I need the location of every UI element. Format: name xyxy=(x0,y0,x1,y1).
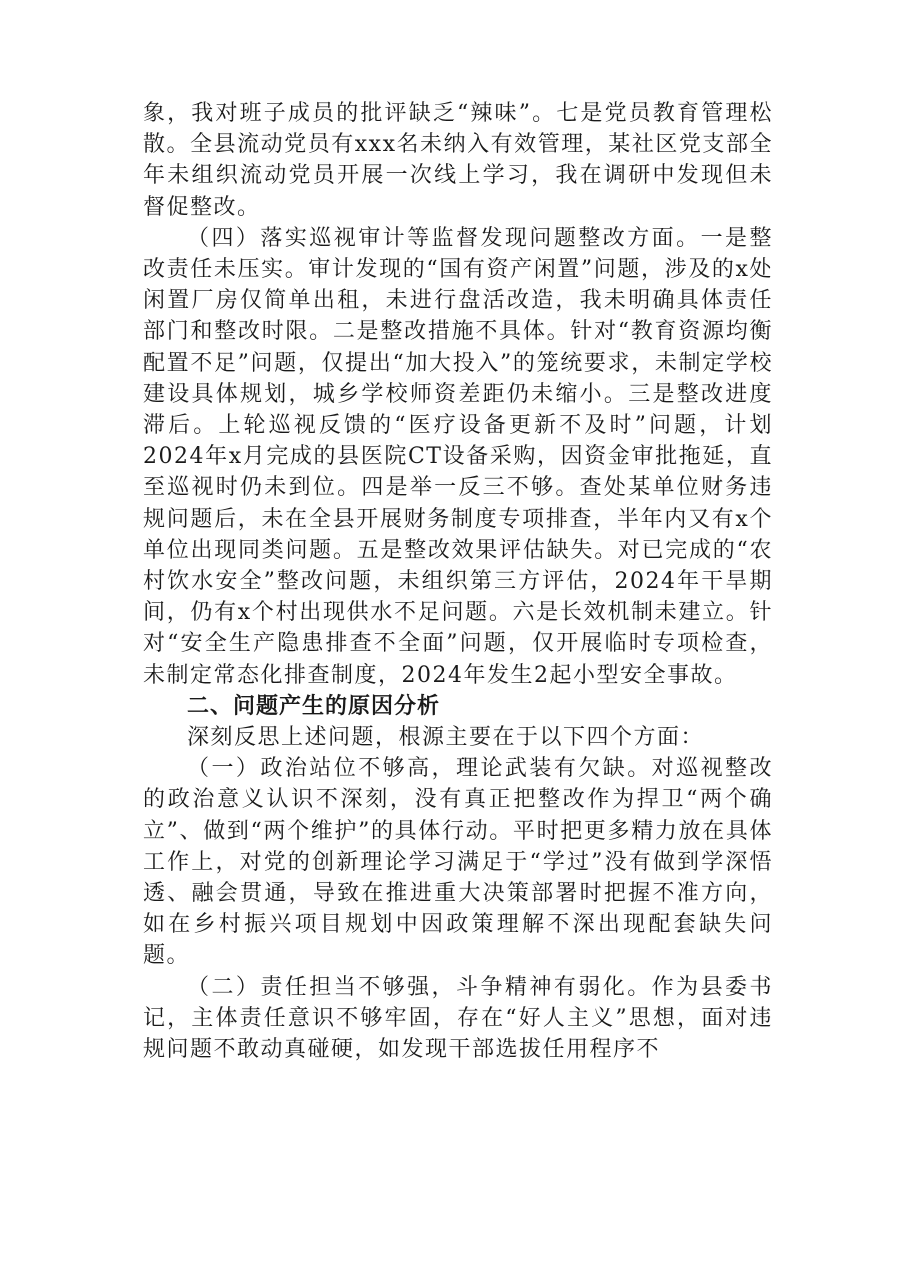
section-heading-cause-analysis: 二、问题产生的原因分析 xyxy=(187,693,441,719)
paragraph-cause-intro: 深刻反思上述问题，根源主要在于以下四个方面： xyxy=(187,725,705,751)
paragraph-political-stance: （一）政治站位不够高，理论武装有欠缺。对巡视整改的政治意义认识不深刻，没有真正把整改作为捍卫“两个确立”、做到“两个维护”的具体行动。平时把更多精力放在具体工作上，对党的创新理论学习满足于“学过”没有做到学深悟透、融会贯通，导致在推进重大决策部署时把握不准方向，如在乡村振兴项目规划中因政策理解不深出现配套缺失问题。 xyxy=(143,756,773,969)
paragraph-party-member-management: 象，我对班子成员的批评缺乏“辣味”。七是党员教育管理松散。全县流动党员有xxx名未纳入有效管理，某社区党支部全年未组织流动党员开展一次线上学习，我在调研中发现但未督促整改。 xyxy=(143,101,773,220)
paragraph-inspection-rectification: （四）落实巡视审计等监督发现问题整改方面。一是整改责任未压实。审计发现的“国有资产闲置”问题，涉及的x处闲置厂房仅简单出租，未进行盘活改造，我未明确具体责任部门和整改时限。二是整改措施不具体。针对“教育资源均衡配置不足”问题，仅提出“加大投入”的笼统要求，未制定学校建设具体规划，城乡学校师资差距仍未缩小。三是整改进度滞后。上轮巡视反馈的“医疗设备更新不及时”问题，计划2024年x月完成的县医院CT设备采购，因资金审批拖延，直至巡视时仍未到位。四是举一反三不够。查处某单位财务违规问题后，未在全县开展财务制度专项排查，半年内又有x个单位出现同类问题。五是整改效果评估缺失。对已完成的“农村饮水安全”整改问题，未组织第三方评估，2024年干旱期间，仍有x个村出现供水不足问题。六是长效机制未建立。针对“安全生产隐患排查不全面”问题，仅开展临时专项检查，未制定常态化排查制度，2024年发生2起小型安全事故。 xyxy=(143,225,773,688)
document-body xyxy=(143,98,773,1065)
paragraph-responsibility: （二）责任担当不够强，斗争精神有弱化。作为县委书记，主体责任意识不够牢固，存在“好人主义”思想，面对违规问题不敢动真碰硬，如发现干部选拔任用程序不 xyxy=(143,974,773,1063)
